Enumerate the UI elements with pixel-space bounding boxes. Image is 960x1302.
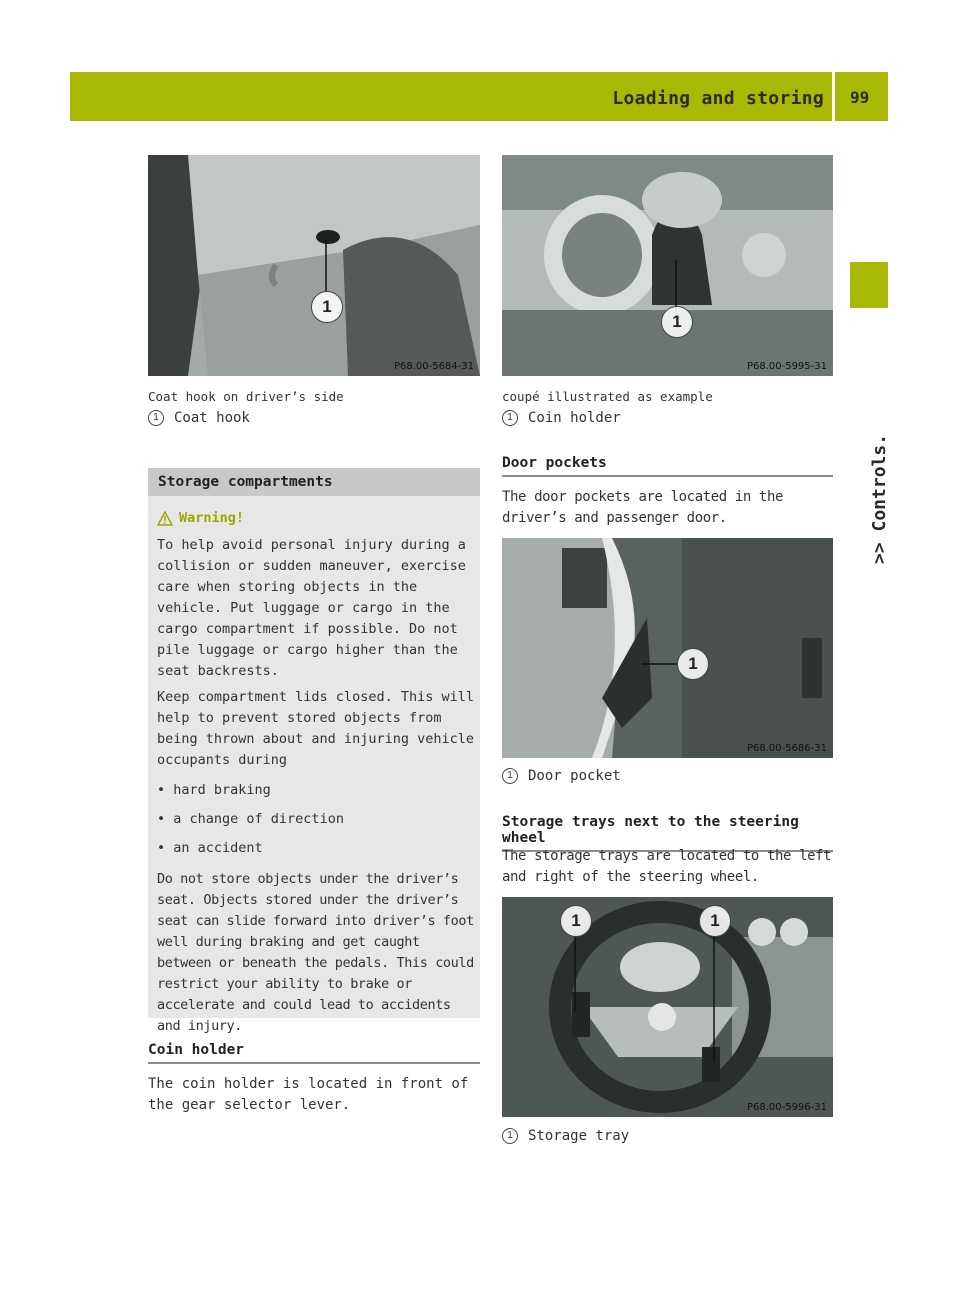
door-pocket-photo <box>502 538 833 758</box>
coin-holder-photo <box>502 155 833 376</box>
coat-hook-legend <box>148 410 250 426</box>
storage-tray-photo <box>502 897 833 1117</box>
legend-number: 1 <box>148 410 164 426</box>
door-pocket-legend <box>502 768 621 784</box>
storage-tray-legend <box>502 1128 629 1144</box>
warning-paragraph-3: Do not store objects under the driver’s seat. Objects stored under the driver’s seat can slide forward into driver’s foot well during braking and get caught between or beneath the pedals. This could restrict your ability to brake or accelerate and could lead to accidents and injury. <box>157 871 474 1034</box>
coin-holder-legend <box>502 410 621 426</box>
callout-marker: 1 <box>661 306 693 338</box>
callout-marker: 1 <box>699 905 731 937</box>
legend-number: 1 <box>502 768 518 784</box>
storage-compartments-heading: Storage compartments <box>148 468 480 496</box>
coin-holder-caption: coupé illustrated as example <box>502 389 713 404</box>
warning-title-text: Warning! <box>179 510 245 526</box>
warning-title <box>157 510 244 526</box>
callout-marker: 1 <box>560 905 592 937</box>
photo-code: P68.00-5995-31 <box>746 361 827 372</box>
legend-label: Storage tray <box>528 1128 630 1144</box>
coin-holder-text: The coin holder is located in front of the gear selector lever. <box>148 1076 469 1113</box>
legend-number: 1 <box>502 410 518 426</box>
coin-holder-heading: Coin holder <box>148 1042 480 1064</box>
coat-hook-photo <box>148 155 480 376</box>
legend-label: Door pocket <box>528 768 621 784</box>
warning-paragraph-1: To help avoid personal injury during a collision or sudden maneuver, exercise care when storing objects in the vehicle. Put luggage or cargo in the cargo compartment if possible. Do not pile luggage or cargo higher than the seat backrests. <box>157 537 466 679</box>
bullet-item: • hard braking <box>157 782 271 798</box>
door-pockets-heading: Door pockets <box>502 455 833 477</box>
page-title: Loading and storing <box>612 88 824 109</box>
callout-marker: 1 <box>677 648 709 680</box>
callout-marker: 1 <box>311 291 343 323</box>
side-tab-marker <box>850 262 888 308</box>
storage-trays-text: The storage trays are located to the left and right of the steering wheel. <box>502 848 832 885</box>
header-divider <box>832 72 835 121</box>
warning-triangle-icon <box>157 511 173 526</box>
photo-code: P68.00-5684-31 <box>393 361 474 372</box>
warning-paragraph-2: Keep compartment lids closed. This will help to prevent stored objects from being thrown about and injuring vehicle occupants during <box>157 689 474 768</box>
legend-label: Coin holder <box>528 410 621 426</box>
photo-code: P68.00-5996-31 <box>746 1102 827 1113</box>
storage-trays-heading: Storage trays next to the steering wheel <box>502 814 833 852</box>
page-number: 99 <box>850 88 870 107</box>
bullet-item: • an accident <box>157 840 263 856</box>
photo-code: P68.00-5686-31 <box>746 743 827 754</box>
bullet-item: • a change of direction <box>157 811 344 827</box>
legend-label: Coat hook <box>174 410 250 426</box>
coat-hook-caption: Coat hook on driver’s side <box>148 389 344 404</box>
side-tab-label: >> Controls. <box>869 433 890 564</box>
legend-number: 1 <box>502 1128 518 1144</box>
door-pockets-text: The door pockets are located in the driver’s and passenger door. <box>502 489 784 526</box>
